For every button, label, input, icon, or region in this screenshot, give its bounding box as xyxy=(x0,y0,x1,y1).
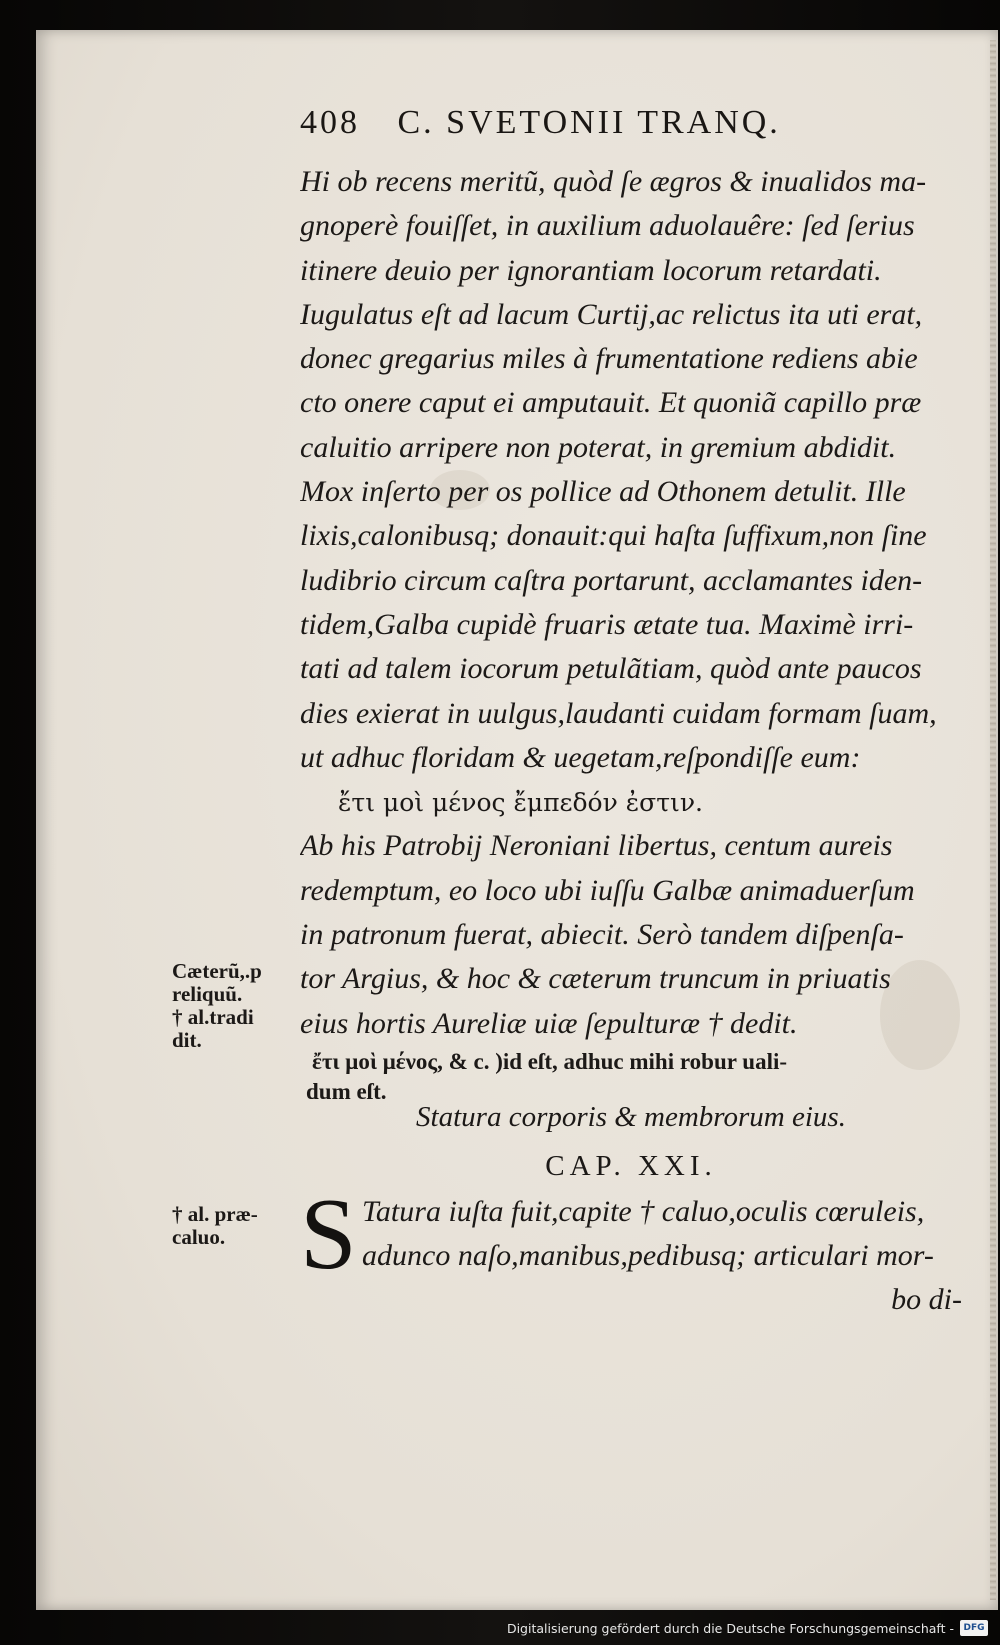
main-text xyxy=(300,160,962,1046)
chapter-heading: CAP. XXI. xyxy=(545,1150,717,1182)
text-line: tor Argius, & hoc & cæterum truncum in priuatis xyxy=(300,962,891,996)
text-line: Hi ob recens meritũ, quòd ſe ægros & inualidos ma- xyxy=(300,165,927,198)
running-title: C. SVETONII TRANQ. xyxy=(397,104,781,141)
margin-note xyxy=(172,1203,302,1249)
section-subheading: Statura corporis & membrorum eius. xyxy=(416,1101,846,1133)
text-line: tidem,Galba cupidè fruaris ætate tua. Maximè irri- xyxy=(300,607,914,641)
funding-credit: Digitalisierung gefördert durch die Deutsche Forschungsgemeinschaft - xyxy=(506,1620,954,1636)
text-line: in patronum fuerat, abiecit. Serò tandem diſpenſa- xyxy=(300,918,904,952)
text-line: lixis,calonibusq; donauit:qui haſta ſuffixum,non ſine xyxy=(300,519,927,553)
text-line: eius hortis Aureliæ uiæ ſepulturæ † dedit. xyxy=(300,1006,798,1040)
annotation-line: dum eſt. xyxy=(306,1079,387,1104)
digitization-footer xyxy=(507,1617,988,1639)
page-edge-stack xyxy=(990,40,996,1600)
text-line: dies exierat in uulgus,laudanti cuidam formam ſuam, xyxy=(300,696,937,730)
margin-note-line: reliquũ. xyxy=(172,983,243,1006)
drop-cap: S xyxy=(300,1178,357,1291)
text-line: Mox inſerto per os pollice ad Othonem detulit. Ille xyxy=(300,475,906,509)
chapter-text xyxy=(300,1178,962,1322)
margin-note-line: † al. præ- xyxy=(172,1203,258,1226)
margin-note-line: caluo. xyxy=(172,1226,226,1249)
text-line: ut adhuc floridam & uegetam,reſpondiſſe eum: xyxy=(300,740,861,774)
text-line: Ab his Patrobij Neroniani libertus, centum aureis xyxy=(300,829,893,863)
margin-note-line: dit. xyxy=(172,1029,202,1052)
text-line: cto onere caput ei amputauit. Et quoniã capillo præ xyxy=(300,386,922,420)
margin-note-line: Cæterũ,.p xyxy=(172,960,262,983)
greek-text: ἔτι μοὶ μένος ἔμπεδόν ἐστιν. xyxy=(338,788,703,818)
text-line: donec gregarius miles à frumentatione rediens abie xyxy=(300,342,918,376)
page-number: 408 xyxy=(300,104,360,141)
text-line: Tatura iuſta fuit,capite † caluo,oculis cœruleis, xyxy=(362,1195,925,1228)
dfg-logo: DFG xyxy=(960,1620,988,1636)
text-line: ludibrio circum caſtra portarunt, acclamantes iden- xyxy=(300,563,923,597)
greek-quotation xyxy=(300,780,962,824)
text-line: itinere deuio per ignorantiam locorum retardati. xyxy=(300,253,882,287)
greek-annotation xyxy=(306,1047,956,1107)
text-line: bo di- xyxy=(891,1283,962,1316)
text-line: tati ad talem iocorum petulãtiam, quòd ante paucos xyxy=(300,652,922,686)
running-head xyxy=(300,104,880,150)
margin-note xyxy=(172,960,302,1052)
text-line: Iugulatus eſt ad lacum Curtij,ac relictus ita uti erat, xyxy=(300,297,923,331)
margin-note-line: † al.tradi xyxy=(172,1006,254,1029)
text-line: redemptum, eo loco ubi iuſſu Galbæ animaduerſum xyxy=(300,873,915,907)
text-line: caluitio arripere non poterat, in gremium abdidit. xyxy=(300,430,897,464)
text-line: adunco naſo,manibus,pedibusq; articulari mor- xyxy=(362,1239,934,1272)
text-line: gnoperè fouiſſet, in auxilium aduolauêre: ſed ſerius xyxy=(300,209,915,243)
annotation-line: ἔτι μοὶ μένος, & c. )id eſt, adhuc mihi robur uali- xyxy=(312,1049,788,1074)
